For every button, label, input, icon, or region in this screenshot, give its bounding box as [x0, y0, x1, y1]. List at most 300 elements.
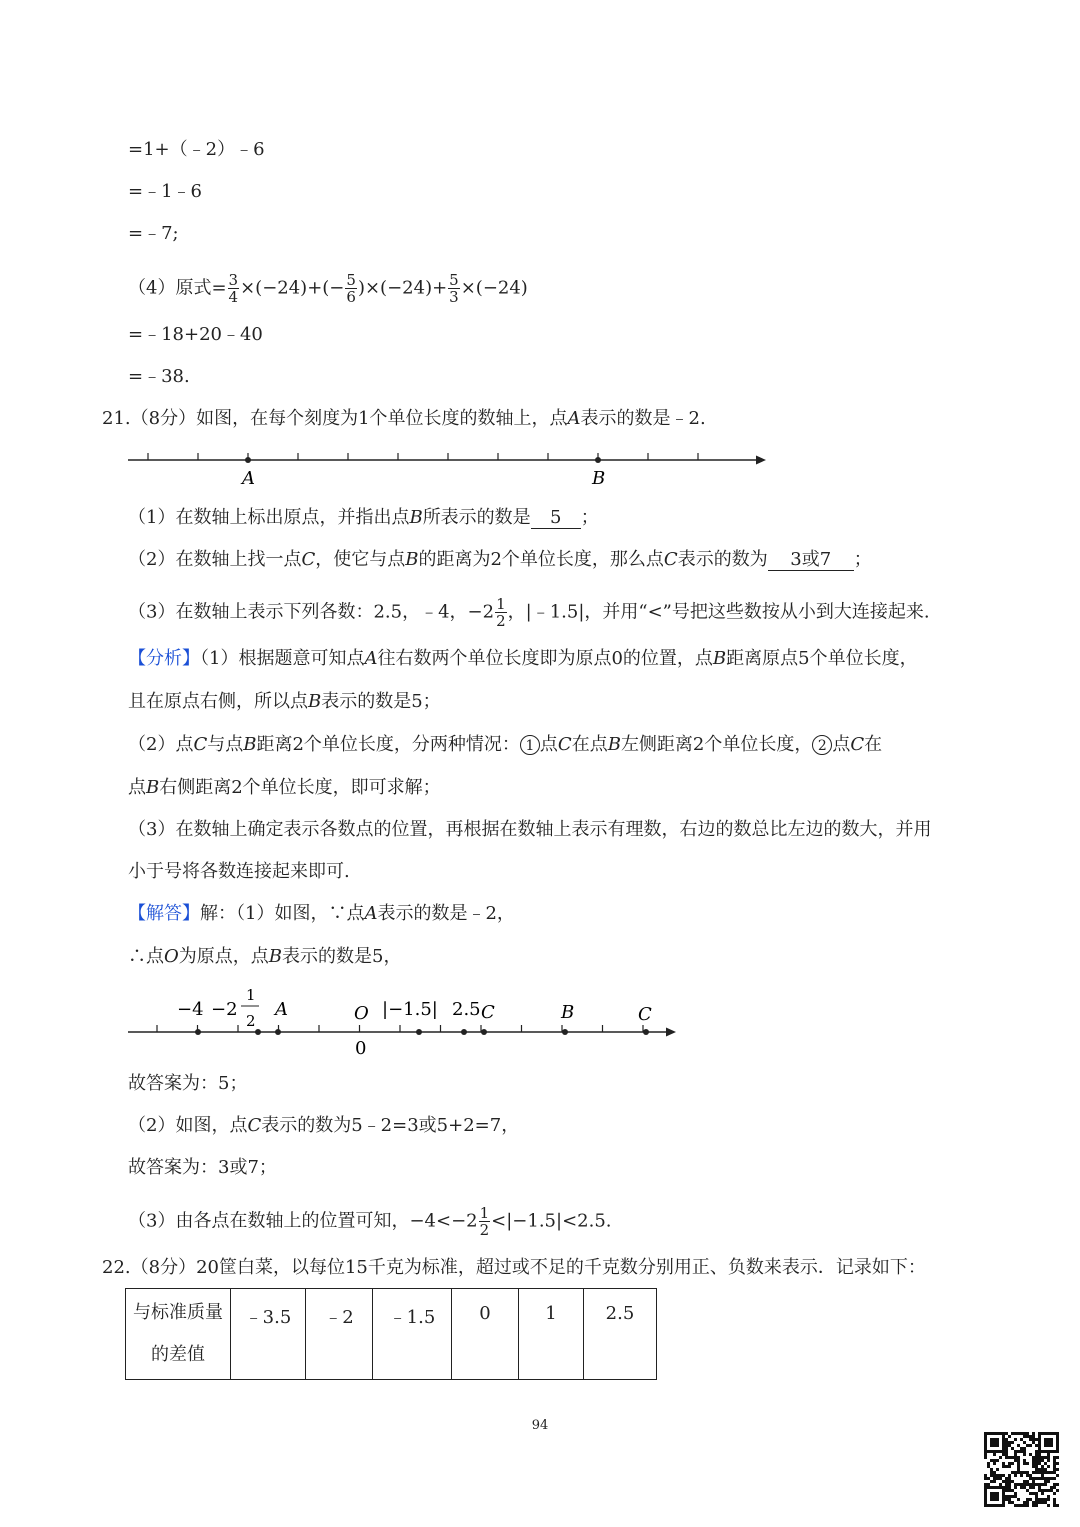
qr-module — [1017, 1462, 1020, 1465]
qr-module — [1047, 1498, 1050, 1501]
label-neg4: −4 — [177, 999, 204, 1020]
qr-module — [984, 1450, 987, 1453]
qr-module — [1056, 1468, 1059, 1471]
point-c2-dot — [643, 1029, 649, 1035]
qr-module — [1035, 1450, 1038, 1453]
mixed-number-whole: −2 — [467, 601, 495, 623]
qr-module — [1032, 1441, 1035, 1444]
qr-module — [1017, 1450, 1020, 1453]
point-label: B — [607, 734, 621, 755]
qr-module — [1032, 1432, 1035, 1435]
qr-module — [1044, 1468, 1047, 1471]
qr-module — [1011, 1462, 1014, 1465]
qr-module — [993, 1441, 996, 1444]
fraction — [345, 272, 357, 305]
text: ； — [853, 549, 872, 570]
equation-line: =1+（﹣2）﹣6 — [128, 139, 265, 160]
text: 且在原点右侧，所以点 — [128, 691, 308, 712]
text: （1）根据题意可知点 — [200, 648, 365, 669]
point-abs-dot — [416, 1029, 422, 1035]
qr-module — [1026, 1483, 1029, 1486]
qr-module — [1002, 1462, 1005, 1465]
qr-module — [1056, 1447, 1059, 1450]
qr-module — [1002, 1432, 1005, 1435]
fraction-denominator: 3 — [449, 288, 459, 306]
qr-module — [1032, 1456, 1035, 1459]
point-label: C — [557, 734, 572, 755]
label-zero: 0 — [355, 1038, 367, 1059]
qr-module — [1017, 1483, 1020, 1486]
qr-module — [1038, 1468, 1041, 1471]
table-cell: ﹣1.5 — [373, 1289, 452, 1380]
qr-module — [984, 1501, 987, 1504]
qr-module — [1008, 1456, 1011, 1459]
qr-module — [1035, 1465, 1038, 1468]
qr-module — [1050, 1432, 1053, 1435]
qr-module — [1017, 1459, 1020, 1462]
point-label: B — [308, 691, 322, 712]
qr-module — [990, 1459, 993, 1462]
qr-module — [990, 1444, 993, 1447]
text: 21.（8分）如图，在每个刻度为1个单位长度的数轴上，点 — [102, 408, 568, 429]
qr-module — [984, 1453, 987, 1456]
text: 在点 — [571, 734, 608, 755]
text: <|−1.5|<2.5. — [491, 1210, 612, 1232]
label-b: B — [561, 1002, 575, 1023]
qr-module — [1023, 1432, 1026, 1435]
qr-module — [1014, 1459, 1017, 1462]
qr-module — [1047, 1450, 1050, 1453]
qr-module — [993, 1459, 996, 1462]
qr-module — [1014, 1495, 1017, 1498]
qr-module — [1005, 1438, 1008, 1441]
qr-module — [1047, 1465, 1050, 1468]
qr-module — [984, 1504, 987, 1507]
qr-module — [993, 1474, 996, 1477]
qr-module — [1023, 1435, 1026, 1438]
qr-module — [999, 1432, 1002, 1435]
equation-line: =﹣38. — [128, 366, 190, 387]
qr-module — [1002, 1489, 1005, 1492]
qr-module — [1053, 1501, 1056, 1504]
qr-module — [996, 1432, 999, 1435]
qr-module — [1005, 1453, 1008, 1456]
qr-module — [1005, 1450, 1008, 1453]
qr-module — [1002, 1474, 1005, 1477]
qr-module — [1029, 1492, 1032, 1495]
equation-line: =﹣7; — [128, 223, 179, 244]
number-line-1 — [120, 446, 780, 490]
qr-module — [1047, 1480, 1050, 1483]
qr-module — [1005, 1447, 1008, 1450]
qr-module — [996, 1468, 999, 1471]
qr-module — [1056, 1462, 1059, 1465]
qr-module — [1041, 1498, 1044, 1501]
point-b-dot — [562, 1029, 568, 1035]
qr-module — [993, 1444, 996, 1447]
qr-module — [1056, 1438, 1059, 1441]
qr-module — [1005, 1465, 1008, 1468]
qr-module — [1014, 1504, 1017, 1507]
qr-module — [1011, 1480, 1014, 1483]
qr-module — [1035, 1477, 1038, 1480]
qr-module — [1002, 1504, 1005, 1507]
qr-module — [984, 1474, 987, 1477]
data-table — [125, 1288, 657, 1380]
qr-module — [1032, 1477, 1035, 1480]
qr-module — [993, 1453, 996, 1456]
qr-module — [1053, 1462, 1056, 1465]
qr-module — [1035, 1498, 1038, 1501]
qr-module — [1002, 1447, 1005, 1450]
qr-module — [1044, 1483, 1047, 1486]
equation-line-4 — [128, 272, 528, 305]
fraction-denominator: 4 — [228, 288, 239, 306]
qr-module — [1002, 1498, 1005, 1501]
qr-module — [1029, 1498, 1032, 1501]
qr-module — [1014, 1450, 1017, 1453]
qr-module — [1005, 1441, 1008, 1444]
text: （3）由各点在数轴上的位置可知，−4<−2 — [128, 1210, 478, 1232]
qr-module — [1011, 1471, 1014, 1474]
qr-module — [1020, 1474, 1023, 1477]
qr-module — [1032, 1438, 1035, 1441]
qr-module — [1032, 1471, 1035, 1474]
qr-module — [1038, 1498, 1041, 1501]
question-21-part-2 — [128, 548, 872, 572]
qr-module — [1035, 1453, 1038, 1456]
text: 解：（1）如图，∵点 — [200, 903, 365, 924]
qr-module — [1023, 1483, 1026, 1486]
text: 点 — [539, 734, 558, 755]
qr-module — [1038, 1477, 1041, 1480]
qr-module — [1041, 1432, 1044, 1435]
point-b-dot — [595, 457, 601, 463]
table-cell: ﹣3.5 — [231, 1289, 306, 1380]
qr-module — [1002, 1480, 1005, 1483]
qr-module — [1002, 1435, 1005, 1438]
qr-module — [1044, 1471, 1047, 1474]
qr-module — [1053, 1477, 1056, 1480]
qr-module — [1017, 1468, 1020, 1471]
qr-module — [1017, 1432, 1020, 1435]
qr-module — [993, 1504, 996, 1507]
table-cell: 2.5 — [584, 1289, 657, 1380]
qr-module — [1032, 1465, 1035, 1468]
analysis-tag: 【分析】 — [128, 648, 200, 669]
qr-module — [1038, 1483, 1041, 1486]
qr-module — [993, 1495, 996, 1498]
text: 距离原点5个单位长度， — [726, 648, 918, 669]
point-neg4-dot — [195, 1029, 201, 1035]
qr-module — [1041, 1450, 1044, 1453]
qr-module — [993, 1462, 996, 1465]
qr-module — [1044, 1438, 1047, 1441]
qr-module — [1038, 1444, 1041, 1447]
qr-module — [1026, 1444, 1029, 1447]
text: （2）点 — [128, 734, 194, 755]
qr-module — [1023, 1486, 1026, 1489]
qr-module — [1026, 1489, 1029, 1492]
point-b-label: B — [592, 468, 606, 489]
fraction — [495, 596, 507, 629]
question-21-part-1 — [128, 506, 599, 530]
qr-module — [996, 1474, 999, 1477]
qr-module — [1011, 1501, 1014, 1504]
point-a-dot — [275, 1029, 281, 1035]
qr-module — [1008, 1444, 1011, 1447]
qr-module — [1017, 1471, 1020, 1474]
qr-module — [1041, 1483, 1044, 1486]
qr-module — [1005, 1444, 1008, 1447]
qr-module — [1005, 1477, 1008, 1480]
qr-module — [1008, 1495, 1011, 1498]
qr-module — [1041, 1474, 1044, 1477]
qr-module — [999, 1456, 1002, 1459]
qr-module — [1008, 1498, 1011, 1501]
qr-module — [1050, 1444, 1053, 1447]
qr-module — [990, 1441, 993, 1444]
solution-line-3: 故答案为：5； — [128, 1073, 248, 1094]
qr-module — [1038, 1489, 1041, 1492]
label-c2: C — [638, 1004, 652, 1025]
qr-module — [984, 1492, 987, 1495]
point-label: B — [405, 549, 419, 570]
qr-module — [1026, 1462, 1029, 1465]
equation-term: )×(−24)+ — [357, 277, 448, 299]
qr-module — [1035, 1492, 1038, 1495]
text: 距离2个单位长度，分两种情况： — [256, 734, 520, 755]
analysis-line-6: 小于号将各数连接起来即可. — [128, 861, 350, 882]
qr-module — [1029, 1438, 1032, 1441]
qr-module — [1023, 1480, 1026, 1483]
qr-module — [1023, 1447, 1026, 1450]
qr-module — [1020, 1486, 1023, 1489]
qr-module — [1026, 1480, 1029, 1483]
qr-module — [1029, 1477, 1032, 1480]
qr-module — [1047, 1438, 1050, 1441]
qr-module — [999, 1486, 1002, 1489]
qr-module — [984, 1456, 987, 1459]
qr-module — [993, 1477, 996, 1480]
qr-module — [1053, 1498, 1056, 1501]
qr-module — [1014, 1432, 1017, 1435]
qr-module — [1002, 1444, 1005, 1447]
qr-module — [1002, 1453, 1005, 1456]
point-label: B — [146, 777, 160, 798]
qr-module — [990, 1432, 993, 1435]
qr-module — [1005, 1489, 1008, 1492]
label-2-5: 2.5 — [452, 999, 481, 1020]
equation-term: ×(−24) — [460, 277, 528, 299]
qr-module — [1053, 1456, 1056, 1459]
text: 在 — [864, 734, 883, 755]
qr-module — [1026, 1432, 1029, 1435]
qr-module — [1038, 1456, 1041, 1459]
fraction-denominator: 2 — [479, 1221, 490, 1239]
label-frac-num: 1 — [246, 986, 256, 1004]
qr-module — [1008, 1441, 1011, 1444]
qr-module — [1014, 1456, 1017, 1459]
qr-module — [1014, 1471, 1017, 1474]
qr-module — [990, 1486, 993, 1489]
qr-module — [1047, 1489, 1050, 1492]
qr-module — [1005, 1456, 1008, 1459]
qr-module — [1032, 1480, 1035, 1483]
qr-module — [984, 1447, 987, 1450]
text: 表示的数为5﹣2=3或5+2=7， — [261, 1115, 520, 1136]
text: 所表示的数是 — [422, 507, 531, 528]
qr-module — [1020, 1432, 1023, 1435]
text: 点 — [128, 777, 146, 798]
fraction-numerator: 3 — [228, 271, 239, 289]
qr-module — [1044, 1477, 1047, 1480]
qr-module — [1044, 1432, 1047, 1435]
qr-module — [1047, 1495, 1050, 1498]
qr-module — [1041, 1468, 1044, 1471]
label-abs: |−1.5| — [382, 999, 438, 1020]
qr-module — [1032, 1492, 1035, 1495]
point-label: C — [663, 549, 678, 570]
qr-module — [1044, 1456, 1047, 1459]
qr-module — [1017, 1465, 1020, 1468]
qr-module — [1008, 1486, 1011, 1489]
qr-module — [1035, 1501, 1038, 1504]
qr-module — [1002, 1486, 1005, 1489]
table-row — [126, 1289, 657, 1380]
qr-module — [1056, 1432, 1059, 1435]
qr-module — [1041, 1465, 1044, 1468]
qr-module — [1029, 1474, 1032, 1477]
qr-module — [996, 1477, 999, 1480]
qr-module — [1041, 1471, 1044, 1474]
qr-module — [1047, 1441, 1050, 1444]
qr-module — [1047, 1459, 1050, 1462]
qr-module — [1023, 1453, 1026, 1456]
qr-module — [1032, 1459, 1035, 1462]
qr-module — [1020, 1483, 1023, 1486]
qr-module — [1011, 1441, 1014, 1444]
qr-module — [990, 1438, 993, 1441]
point-label: C — [247, 1115, 262, 1136]
axis-ticks — [157, 1025, 643, 1032]
qr-module — [1044, 1480, 1047, 1483]
question-21-stem — [102, 407, 706, 431]
qr-module — [984, 1498, 987, 1501]
qr-module — [993, 1498, 996, 1501]
qr-module — [1044, 1489, 1047, 1492]
qr-module — [1056, 1504, 1059, 1507]
qr-module — [1041, 1477, 1044, 1480]
qr-module — [990, 1468, 993, 1471]
qr-module — [996, 1495, 999, 1498]
qr-module — [990, 1504, 993, 1507]
point-label: C — [193, 734, 208, 755]
qr-module — [990, 1480, 993, 1483]
qr-module — [1035, 1483, 1038, 1486]
qr-module — [1035, 1459, 1038, 1462]
qr-module — [1017, 1456, 1020, 1459]
solution-line-1 — [128, 902, 515, 926]
axis-arrow — [666, 1028, 676, 1037]
qr-module — [987, 1450, 990, 1453]
qr-module — [1050, 1450, 1053, 1453]
qr-module — [1056, 1444, 1059, 1447]
qr-module — [984, 1441, 987, 1444]
point-a-dot — [245, 457, 251, 463]
solution-line-2 — [128, 945, 401, 969]
qr-module — [1005, 1495, 1008, 1498]
qr-module — [1053, 1492, 1056, 1495]
qr-module — [1005, 1483, 1008, 1486]
qr-module — [1002, 1495, 1005, 1498]
qr-module — [1038, 1441, 1041, 1444]
circled-number: 2 — [812, 735, 832, 755]
qr-module — [993, 1438, 996, 1441]
qr-module — [1035, 1438, 1038, 1441]
qr-module — [984, 1477, 987, 1480]
qr-module — [1005, 1486, 1008, 1489]
point-a-label: A — [242, 468, 255, 489]
qr-module — [1005, 1480, 1008, 1483]
qr-module — [1032, 1486, 1035, 1489]
qr-module — [1002, 1501, 1005, 1504]
qr-module — [1038, 1471, 1041, 1474]
qr-module — [1008, 1465, 1011, 1468]
qr-module — [990, 1498, 993, 1501]
qr-module — [1032, 1462, 1035, 1465]
qr-module — [1014, 1474, 1017, 1477]
qr-module — [1017, 1444, 1020, 1447]
qr-module — [999, 1450, 1002, 1453]
qr-module — [996, 1459, 999, 1462]
qr-module — [1002, 1465, 1005, 1468]
qr-module — [1044, 1501, 1047, 1504]
qr-module — [1050, 1471, 1053, 1474]
qr-module — [1041, 1492, 1044, 1495]
qr-module — [1008, 1474, 1011, 1477]
qr-module — [1029, 1483, 1032, 1486]
text: ，|﹣1.5|，并用“<”号把这些数按从小到大连接起来. — [507, 601, 930, 623]
qr-module — [1038, 1450, 1041, 1453]
qr-module — [1047, 1444, 1050, 1447]
qr-module — [987, 1477, 990, 1480]
qr-module — [1050, 1477, 1053, 1480]
fraction-numerator: 1 — [496, 595, 506, 613]
text: （2）如图，点 — [128, 1115, 248, 1136]
qr-module — [1035, 1495, 1038, 1498]
qr-module — [999, 1477, 1002, 1480]
analysis-line-2 — [128, 690, 441, 714]
text: 右侧距离2个单位长度，即可求解； — [159, 777, 441, 798]
qr-module — [1038, 1486, 1041, 1489]
text: （1）在数轴上标出原点，并指出点 — [128, 507, 410, 528]
qr-module — [1038, 1501, 1041, 1504]
qr-module — [1002, 1438, 1005, 1441]
qr-module — [1023, 1501, 1026, 1504]
qr-module — [1002, 1441, 1005, 1444]
qr-module — [984, 1435, 987, 1438]
qr-module — [1017, 1504, 1020, 1507]
qr-module — [1053, 1504, 1056, 1507]
point-label: O — [164, 946, 179, 967]
label-frac-den: 2 — [246, 1012, 256, 1030]
qr-module — [1014, 1483, 1017, 1486]
qr-code — [984, 1432, 1060, 1508]
point-label: B — [712, 648, 727, 669]
qr-module — [1035, 1504, 1038, 1507]
page-number: 94 — [531, 1418, 549, 1433]
